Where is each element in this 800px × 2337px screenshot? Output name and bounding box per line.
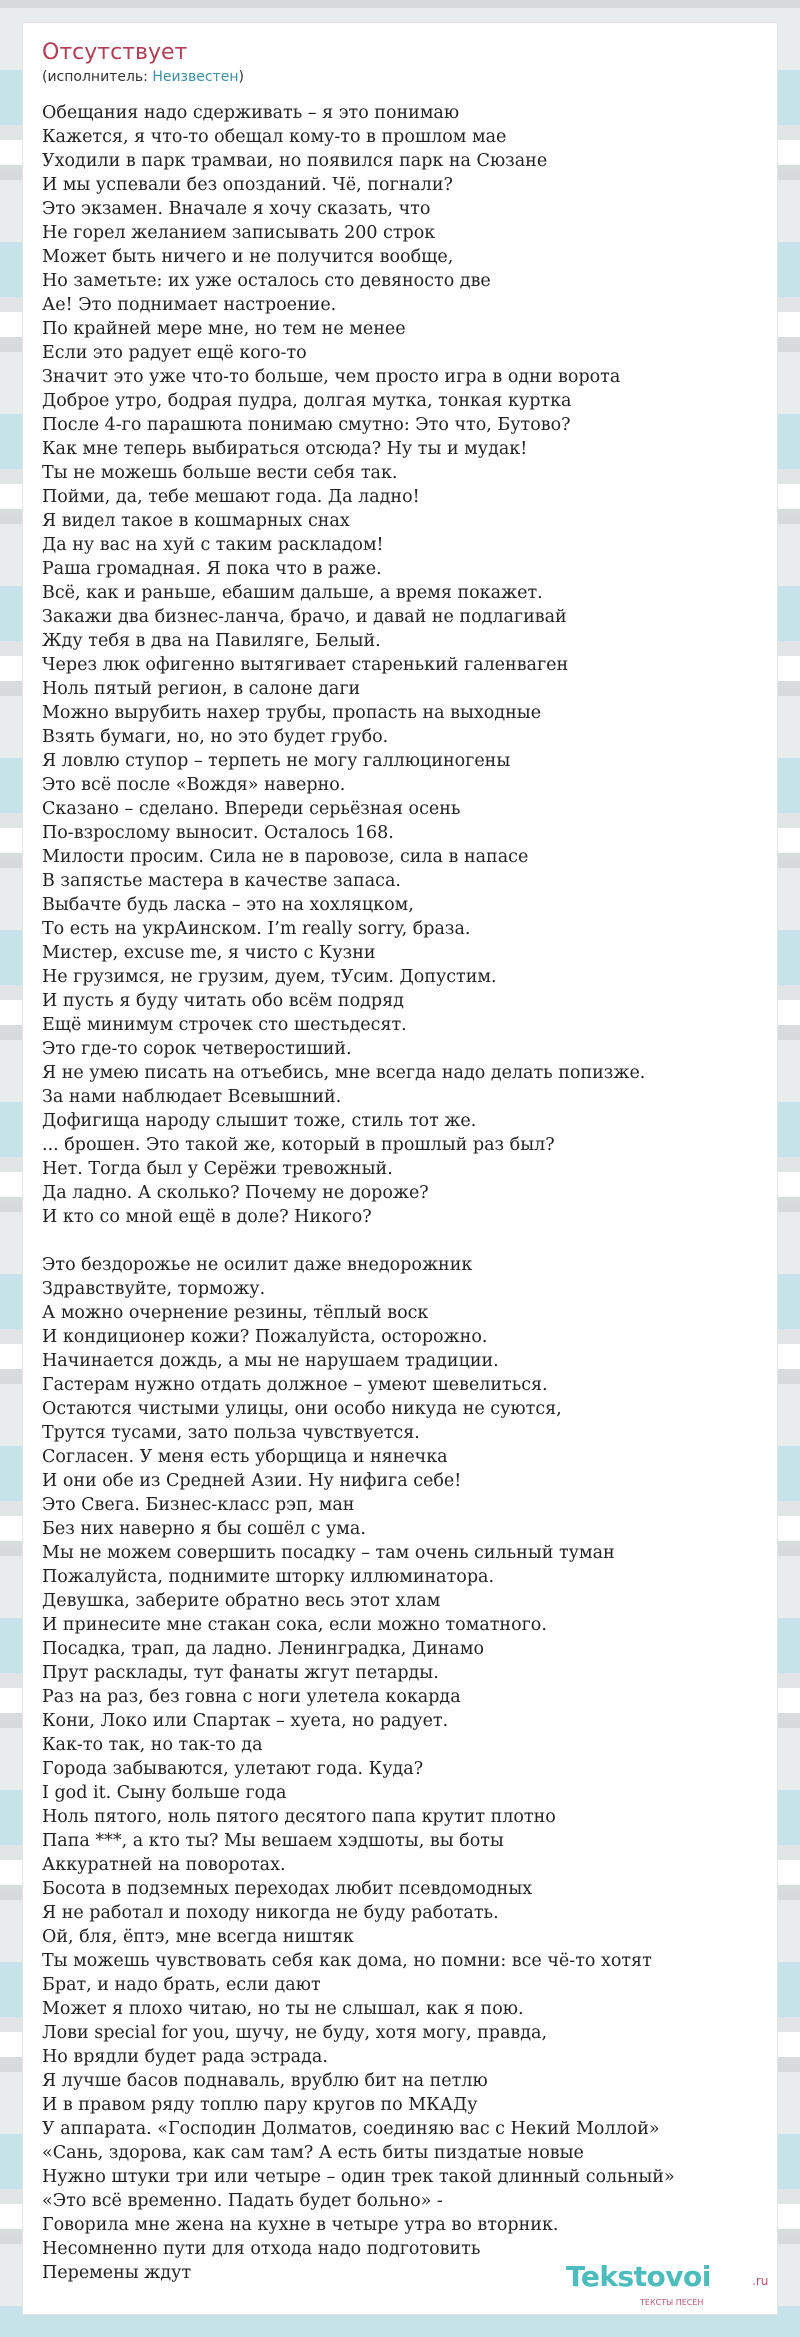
lyric-line: Всё, как и раньше, ебашим дальше, а время покажет. — [42, 583, 543, 603]
lyric-line: Посадка, трап, да ладно. Ленинградка, Динамо — [42, 1639, 484, 1659]
lyric-line: Я видел такое в кошмарных снах — [42, 511, 350, 531]
lyric-line: Ой, бля, ёптэ, мне всегда ништяк — [42, 1927, 354, 1947]
artist-link[interactable]: Неизвестен — [152, 69, 239, 85]
lyric-line: Раша громадная. Я пока что в раже. — [42, 559, 382, 579]
lyric-line: «Это всё временно. Падать будет больно» - — [42, 2191, 443, 2211]
lyric-line: В запястье мастера в качестве запаса. — [42, 871, 401, 891]
lyric-line: Ноль пятый регион, в салоне даги — [42, 679, 361, 699]
lyric-line: Это Свега. Бизнес-класс рэп, ман — [42, 1495, 355, 1515]
lyric-line: Через люк офигенно вытягивает старенький галенваген — [42, 655, 569, 675]
lyric-line: Не грузимся, не грузим, дуем, тУсим. Допустим. — [42, 967, 497, 987]
lyric-line: Закажи два бизнес-ланча, брачо, и давай не подлагивай — [42, 607, 567, 627]
lyric-line: И в правом ряду топлю пару кругов по МКАДу — [42, 2095, 478, 2115]
lyric-line: Трутся тусами, зато польза чувствуется. — [42, 1423, 420, 1443]
lyric-line: Если это радует ещё кого-то — [42, 343, 307, 363]
lyric-line: И они обе из Средней Азии. Ну нифига себе! — [42, 1471, 462, 1491]
lyric-line: Ты можешь чувствовать себя как дома, но помни: все чё-то хотят — [42, 1951, 652, 1971]
lyric-line: У аппарата. «Господин Долматов, соединяю вас с Некий Моллой» — [42, 2119, 660, 2139]
lyric-line: Я не работал и походу никогда не буду работать. — [42, 1903, 499, 1923]
logo-name: Tekstovoi — [566, 2260, 711, 2293]
lyric-line: То есть на укрАинском. I’m really sorry, браза. — [42, 919, 471, 939]
artist-prefix: (исполнитель: — [42, 69, 153, 85]
lyric-line: Это где-то сорок четверостиший. — [42, 1039, 352, 1059]
lyric-line: Ещё минимум строчек сто шестьдесят. — [42, 1015, 407, 1035]
lyric-line: Сказано – сделано. Впереди серьёзная осень — [42, 799, 461, 819]
lyric-line: По крайней мере мне, но тем не менее — [42, 319, 406, 339]
lyric-line: «Сань, здорова, как сам там? А есть биты пиздатые новые — [42, 2143, 584, 2163]
lyric-line: Дофигища народу слышит тоже, стиль тот же. — [42, 1111, 477, 1131]
artist-suffix: ) — [238, 69, 244, 85]
lyric-line: Кони, Локо или Спартак – хуета, но радует. — [42, 1711, 449, 1731]
lyric-line: За нами наблюдает Всевышний. — [42, 1087, 342, 1107]
lyric-line: Папа ***, а кто ты? Мы вешаем хэдшоты, вы боты — [42, 1831, 504, 1851]
lyric-line: Города забываются, улетают года. Куда? — [42, 1759, 424, 1779]
lyric-line: Обещания надо сдерживать – я это понимаю — [42, 103, 460, 123]
lyric-line: Гастерам нужно отдать должное – умеют шевелиться. — [42, 1375, 548, 1395]
logo-tld: .ru — [752, 2274, 769, 2288]
lyric-line: Нет. Тогда был у Серёжи тревожный. — [42, 1159, 393, 1179]
lyric-line: Это бездорожье не осилит даже внедорожник — [42, 1255, 473, 1275]
lyric-line: А можно очернение резины, тёплый воск — [42, 1303, 429, 1323]
lyric-line: После 4-го парашюта понимаю смутно: Это что, Бутово? — [42, 415, 571, 435]
lyric-line: Пойми, да, тебе мешают года. Да ладно! — [42, 487, 420, 507]
artist-line — [42, 68, 244, 86]
lyric-line: Брат, и надо брать, если дают — [42, 1975, 321, 1995]
lyric-line: Жду тебя в два на Павиляге, Белый. — [42, 631, 381, 651]
lyric-line: Нужно штуки три или четыре – один трек такой длинный сольный» — [42, 2167, 675, 2187]
lyric-line: ... брошен. Это такой же, который в прошлый раз был? — [42, 1135, 555, 1155]
lyric-line: По-взрослому выносит. Осталось 168. — [42, 823, 394, 843]
lyric-line: Ты не можешь больше вести себя так. — [42, 463, 398, 483]
lyric-line: Да ладно. А сколько? Почему не дороже? — [42, 1183, 429, 1203]
lyric-line: Ае! Это поднимает настроение. — [42, 295, 337, 315]
lyric-line: Остаются чистыми улицы, они особо никуда не суются, — [42, 1399, 562, 1419]
lyric-line: И принесите мне стакан сока, если можно томатного. — [42, 1615, 547, 1635]
lyric-line: Перемены ждут — [42, 2263, 192, 2283]
lyric-line: Мистер, excuse me, я чисто с Кузни — [42, 943, 376, 963]
lyric-line: Кажется, я что-то обещал кому-то в прошлом мае — [42, 127, 507, 147]
stanza-break — [42, 1229, 772, 1253]
lyric-line: Я не умею писать на отъебись, мне всегда надо делать попизже. — [42, 1063, 646, 1083]
lyric-line: Как мне теперь выбираться отсюда? Ну ты и мудак! — [42, 439, 528, 459]
lyric-line: Мы не можем совершить посадку – там очень сильный туман — [42, 1543, 615, 1563]
lyric-line: Но заметьте: их уже осталось сто девяносто две — [42, 271, 491, 291]
lyrics-body — [42, 101, 772, 2285]
lyric-line: Лови special for you, шучу, не буду, хотя могу, правда, — [42, 2023, 548, 2043]
lyric-line: Выбачте будь ласка – это на хохляцком, — [42, 895, 414, 915]
lyric-line: И кто со мной ещё в доле? Никого? — [42, 1207, 372, 1227]
lyric-line: Раз на раз, без говна с ноги улетела кокарда — [42, 1687, 461, 1707]
song-title: Отсутствует — [42, 40, 188, 65]
site-logo[interactable] — [566, 2260, 776, 2320]
lyric-line: Может я плохо читаю, но ты не слышал, как я пою. — [42, 1999, 524, 2019]
lyric-line: Я ловлю ступор – терпеть не могу галлюциногены — [42, 751, 511, 771]
lyric-line: Согласен. У меня есть уборщица и нянечка — [42, 1447, 448, 1467]
lyric-line: Не горел желанием записывать 200 строк — [42, 223, 436, 243]
lyric-line: I god it. Сыну больше года — [42, 1783, 287, 1803]
lyric-line: Можно вырубить нахер трубы, пропасть на выходные — [42, 703, 542, 723]
lyric-line: Значит это уже что-то больше, чем просто игра в одни ворота — [42, 367, 621, 387]
lyric-line: Это экзамен. Вначале я хочу сказать, что — [42, 199, 431, 219]
logo-tagline: ТЕКСТЫ ПЕСЕН — [640, 2298, 704, 2307]
lyric-line: И пусть я буду читать обо всём подряд — [42, 991, 404, 1011]
lyric-line: И мы успевали без опозданий. Чё, погнали? — [42, 175, 453, 195]
lyric-line: И кондиционер кожи? Пожалуйста, осторожно. — [42, 1327, 488, 1347]
lyric-line: Начинается дождь, а мы не нарушаем традиции. — [42, 1351, 499, 1371]
lyric-line: Милости просим. Сила не в паровозе, сила в напасе — [42, 847, 529, 867]
lyric-line: Без них наверно я бы сошёл с ума. — [42, 1519, 366, 1539]
lyric-line: Пожалуйста, поднимите шторку иллюминатора. — [42, 1567, 495, 1587]
lyric-line: Девушка, заберите обратно весь этот хлам — [42, 1591, 441, 1611]
lyric-line: Доброе утро, бодрая пудра, долгая мутка, тонкая куртка — [42, 391, 572, 411]
lyric-line: Здравствуйте, торможу. — [42, 1279, 266, 1299]
lyric-line: Говорила мне жена на кухне в четыре утра во вторник. — [42, 2215, 559, 2235]
lyric-line: Может быть ничего и не получится вообще, — [42, 247, 454, 267]
lyric-line: Аккуратней на поворотах. — [42, 1855, 286, 1875]
lyric-line: Взять бумаги, но, но это будет грубо. — [42, 727, 389, 747]
lyric-line: Да ну вас на хуй с таким раскладом! — [42, 535, 384, 555]
lyric-line: Несомненно пути для отхода надо подготовить — [42, 2239, 481, 2259]
lyric-line: Как-то так, но так-то да — [42, 1735, 263, 1755]
lyric-line: Я лучше басов поднаваль, врублю бит на петлю — [42, 2071, 488, 2091]
lyric-line: Это всё после «Вождя» наверно. — [42, 775, 346, 795]
lyric-line: Уходили в парк трамваи, но появился парк на Сюзане — [42, 151, 548, 171]
lyric-line: Прут расклады, тут фанаты жгут петарды. — [42, 1663, 439, 1683]
lyric-line: Босота в подземных переходах любит псевдомодных — [42, 1879, 533, 1899]
lyric-line: Ноль пятого, ноль пятого десятого папа крутит плотно — [42, 1807, 556, 1827]
lyric-line: Но врядли будет рада эстрада. — [42, 2047, 328, 2067]
